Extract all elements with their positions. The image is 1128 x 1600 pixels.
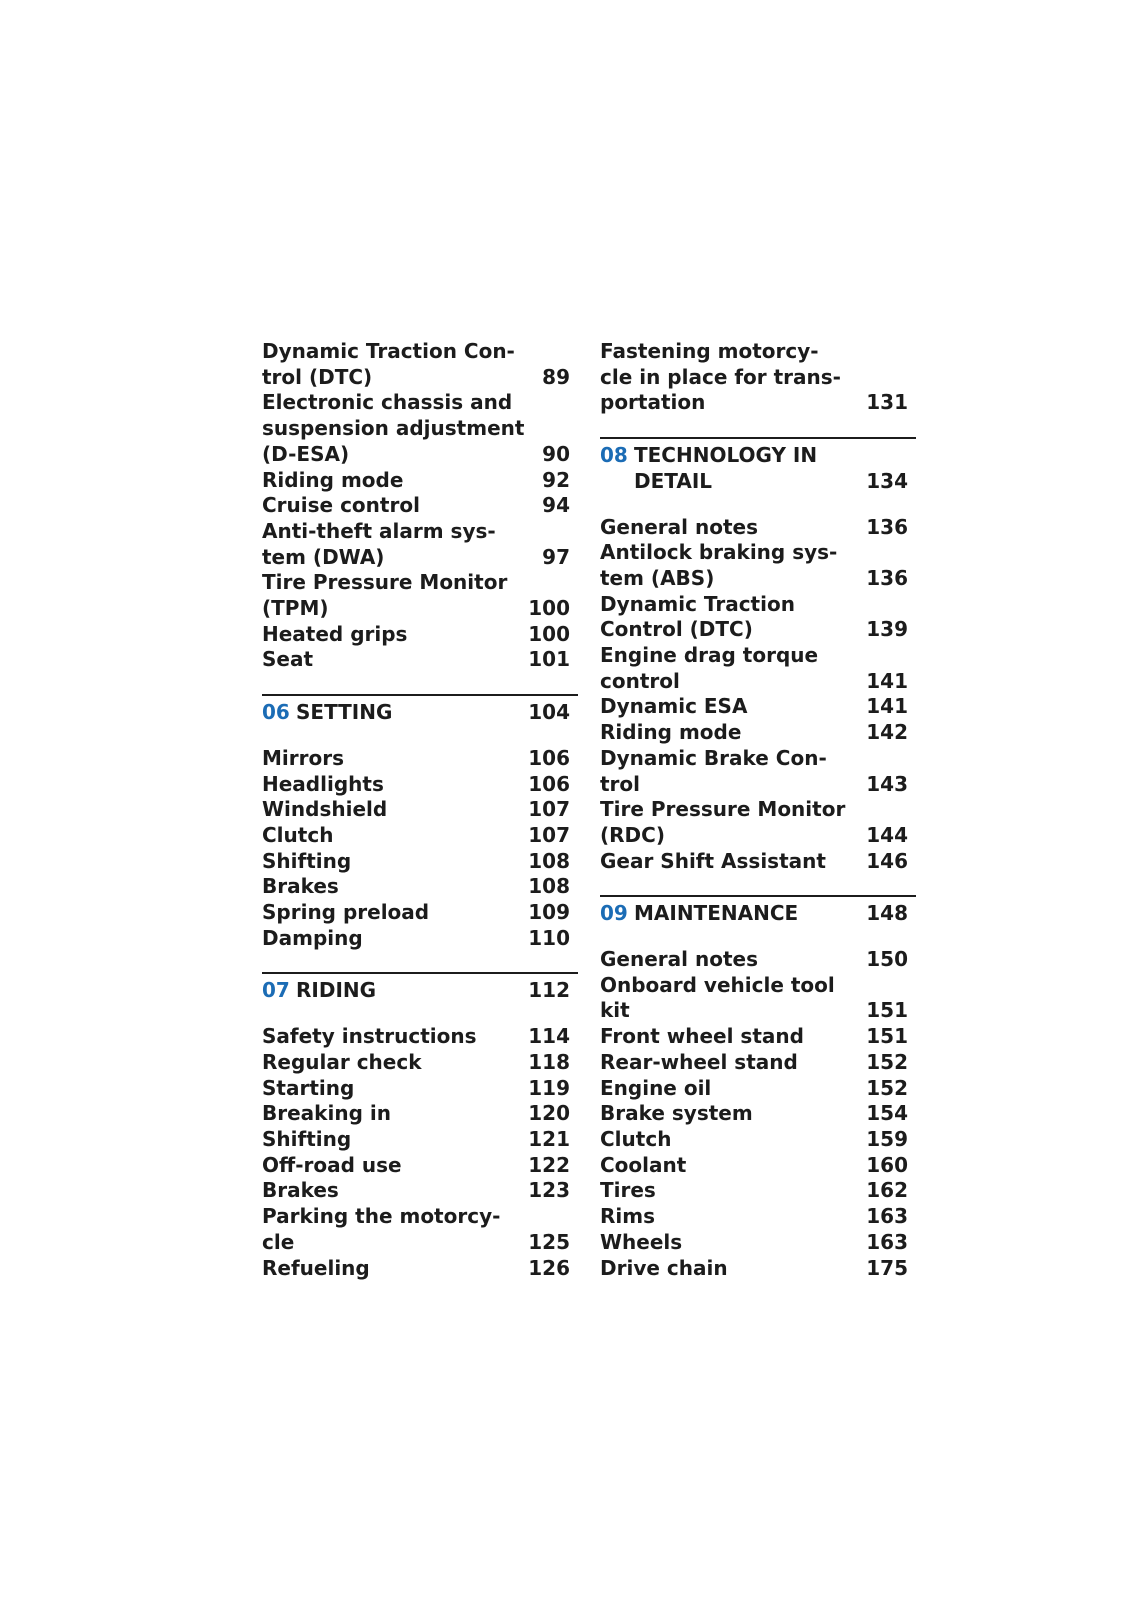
toc-entry[interactable]: [262, 468, 578, 494]
toc-page-number: 139: [866, 617, 908, 642]
toc-entry[interactable]: [600, 720, 916, 746]
toc-entry[interactable]: [600, 1230, 916, 1256]
toc-entry-title: Clutch: [262, 822, 334, 847]
toc-entry[interactable]: [600, 1127, 916, 1153]
toc-page-number: 97: [542, 544, 570, 569]
toc-entry[interactable]: [600, 592, 916, 643]
toc-page-number: 143: [866, 771, 908, 796]
toc-page-number: 119: [528, 1075, 570, 1100]
toc-entry[interactable]: [262, 570, 578, 621]
toc-page-number: 106: [528, 771, 570, 796]
toc-page-number: 131: [866, 390, 908, 415]
toc-page-number: 121: [528, 1126, 570, 1151]
toc-entry[interactable]: [600, 1153, 916, 1179]
toc-entry[interactable]: [600, 1050, 916, 1076]
toc-page-number: 175: [866, 1255, 908, 1280]
toc-page-number: 90: [542, 441, 570, 466]
toc-page-number: 144: [866, 822, 908, 847]
toc-entry-title: Brakes: [262, 874, 339, 899]
section-title: MAINTENANCE: [634, 901, 799, 926]
toc-entry[interactable]: [262, 493, 578, 519]
toc-entry-title: Gear Shift Assistant: [600, 848, 826, 873]
toc-entry[interactable]: [262, 1127, 578, 1153]
toc-entry-title: Parking the motorcy- cle: [262, 1204, 501, 1254]
toc-page-number: 151: [866, 1024, 908, 1049]
toc-page-number: 141: [866, 694, 908, 719]
toc-entry[interactable]: [600, 797, 916, 848]
toc-entry[interactable]: [600, 1024, 916, 1050]
toc-entry[interactable]: [600, 540, 916, 591]
toc-page-number: 120: [528, 1101, 570, 1126]
toc-entry[interactable]: [600, 1178, 916, 1204]
toc-page-number: 163: [866, 1204, 908, 1229]
toc-page-number: 107: [528, 822, 570, 847]
toc-entry-title: Shifting: [262, 1126, 352, 1151]
toc-entry-title: Safety instructions: [262, 1024, 477, 1049]
toc-page-number: 100: [528, 621, 570, 646]
toc-entry-title: Starting: [262, 1075, 355, 1100]
toc-entry[interactable]: [262, 1024, 578, 1050]
toc-page-number: 107: [528, 797, 570, 822]
toc-entry-title: Dynamic ESA: [600, 694, 748, 719]
toc-entry[interactable]: [262, 1256, 578, 1282]
toc-entry-title: Anti-theft alarm sys- tem (DWA): [262, 518, 496, 569]
toc-page-number: 146: [866, 848, 908, 873]
toc-entry[interactable]: [262, 647, 578, 673]
toc-page-number: 89: [542, 364, 570, 389]
toc-entry-title: Electronic chassis and suspension adjustment (D-ESA): [262, 390, 525, 466]
toc-entry-title: Drive chain: [600, 1255, 728, 1280]
toc-entry[interactable]: [600, 694, 916, 720]
toc-entry[interactable]: [600, 849, 916, 875]
toc-page-number: 141: [866, 668, 908, 693]
toc-entry-title: Engine oil: [600, 1075, 712, 1100]
toc-page-number: 112: [528, 978, 570, 1003]
section-title: SETTING: [296, 700, 393, 725]
toc-entry-title: Riding mode: [262, 467, 404, 492]
toc-page-number: 100: [528, 596, 570, 621]
toc-entry[interactable]: [600, 1101, 916, 1127]
toc-section-07[interactable]: [262, 972, 578, 1004]
toc-entry[interactable]: [262, 519, 578, 570]
toc-page-number: 101: [528, 647, 570, 672]
toc-page-number: 109: [528, 900, 570, 925]
toc-entry[interactable]: [600, 746, 916, 797]
toc-entry-title: Regular check: [262, 1049, 422, 1074]
toc-entry-title: Antilock braking sys- tem (ABS): [600, 540, 838, 590]
toc-entry-title: Off-road use: [262, 1152, 402, 1177]
toc-entry-title: Refueling: [262, 1255, 370, 1280]
toc-entry-title: Dynamic Traction Control (DTC): [600, 591, 795, 642]
toc-page-number: 122: [528, 1152, 570, 1177]
toc-entry-title: Dynamic Brake Con- trol: [600, 745, 827, 796]
toc-page-number: 152: [866, 1075, 908, 1100]
toc-entry[interactable]: [262, 823, 578, 849]
section-number: 07: [262, 978, 290, 1003]
toc-entry[interactable]: [262, 1178, 578, 1204]
toc-page-number: 118: [528, 1049, 570, 1074]
toc-entry-title: Onboard vehicle tool kit: [600, 972, 835, 1023]
toc-entry[interactable]: [262, 390, 578, 467]
toc-page-number: 134: [866, 468, 908, 493]
toc-entry[interactable]: [262, 772, 578, 798]
toc-entry-title: Rims: [600, 1204, 655, 1229]
toc-page-number: 162: [866, 1178, 908, 1203]
toc-section-06[interactable]: [262, 694, 578, 726]
toc-section-08[interactable]: [600, 437, 916, 494]
toc-page-number: 110: [528, 925, 570, 950]
section-title: RIDING: [296, 978, 377, 1003]
toc-entry[interactable]: [262, 1076, 578, 1102]
toc-page-number: 125: [528, 1229, 570, 1254]
toc-entry-title: Fastening motorcy- cle in place for trans- portation: [600, 339, 841, 415]
toc-page-number: 136: [866, 514, 908, 539]
section-number: 06: [262, 700, 290, 725]
toc-page-number: 151: [866, 998, 908, 1023]
toc-entry[interactable]: [262, 622, 578, 648]
toc-entry-title: Windshield: [262, 797, 388, 822]
toc-page-number: 163: [866, 1229, 908, 1254]
toc-entry-title: Damping: [262, 925, 363, 950]
toc-page-number: 126: [528, 1255, 570, 1280]
toc-entry[interactable]: [262, 1050, 578, 1076]
toc-entry-title: Tires: [600, 1178, 656, 1203]
toc-page-number: 108: [528, 874, 570, 899]
toc-entry[interactable]: [262, 849, 578, 875]
toc-entry[interactable]: [600, 1076, 916, 1102]
toc-page-number: 142: [866, 720, 908, 745]
toc-entry-title: Clutch: [600, 1126, 672, 1151]
toc-entry[interactable]: [600, 643, 916, 694]
toc-entry[interactable]: [262, 1101, 578, 1127]
toc-entry-title: Wheels: [600, 1229, 683, 1254]
toc-entry-title: Coolant: [600, 1152, 687, 1177]
toc-page-number: 160: [866, 1152, 908, 1177]
toc-page-number: 152: [866, 1049, 908, 1074]
toc-entry[interactable]: [262, 1153, 578, 1179]
toc-column-right: [600, 339, 916, 1281]
toc-section-09[interactable]: [600, 895, 916, 927]
toc-entry[interactable]: [262, 797, 578, 823]
toc-entry-title: Tire Pressure Monitor (RDC): [600, 797, 846, 847]
toc-page-number: 114: [528, 1024, 570, 1049]
toc-entry[interactable]: [600, 973, 916, 1024]
section-title: TECHNOLOGY IN DETAIL: [634, 443, 818, 493]
toc-entry-title: Brake system: [600, 1101, 753, 1126]
toc-page-number: 106: [528, 745, 570, 770]
toc-entry[interactable]: [262, 874, 578, 900]
toc-entry[interactable]: [262, 900, 578, 926]
toc-entry-title: Engine drag torque control: [600, 643, 819, 693]
toc-entry[interactable]: [262, 339, 578, 390]
toc-page-number: 123: [528, 1178, 570, 1203]
toc-entry-title: Seat: [262, 647, 314, 672]
toc-page-number: 136: [866, 565, 908, 590]
toc-page-number: 150: [866, 947, 908, 972]
toc-entry-title: Shifting: [262, 848, 352, 873]
section-number: 08: [600, 443, 628, 468]
toc-page-number: 108: [528, 848, 570, 873]
toc-entry[interactable]: [262, 1204, 578, 1255]
toc-entry-title: Tire Pressure Monitor (TPM): [262, 570, 508, 621]
toc-entry[interactable]: [600, 1256, 916, 1282]
toc-entry-title: General notes: [600, 514, 758, 539]
toc-entry-title: General notes: [600, 947, 758, 972]
toc-page-number: 148: [866, 901, 908, 926]
toc-entry-title: Mirrors: [262, 745, 344, 770]
toc-entry[interactable]: [600, 1204, 916, 1230]
toc-page-number: 159: [866, 1126, 908, 1151]
toc-entry-title: Front wheel stand: [600, 1024, 804, 1049]
toc-entry-title: Breaking in: [262, 1101, 391, 1126]
toc-entry-title: Riding mode: [600, 720, 742, 745]
toc-entry-title: Cruise control: [262, 493, 420, 518]
toc-page-number: 92: [542, 467, 570, 492]
section-number: 09: [600, 901, 628, 926]
toc-entry-title: Dynamic Traction Con- trol (DTC): [262, 339, 515, 389]
toc-entry[interactable]: [600, 515, 916, 541]
toc-entry-title: Brakes: [262, 1178, 339, 1203]
toc-entry[interactable]: [600, 947, 916, 973]
toc-entry[interactable]: [600, 339, 916, 416]
toc-entry[interactable]: [262, 746, 578, 772]
toc-page-number: 154: [866, 1101, 908, 1126]
toc-page-number: 94: [542, 493, 570, 518]
toc-column-left: [262, 339, 578, 1281]
toc-entry-title: Spring preload: [262, 900, 430, 925]
toc-entry-title: Heated grips: [262, 621, 408, 646]
toc-entry-title: Rear-wheel stand: [600, 1049, 798, 1074]
toc-entry[interactable]: [262, 926, 578, 952]
toc-entry-title: Headlights: [262, 771, 384, 796]
toc-page-number: 104: [528, 700, 570, 725]
